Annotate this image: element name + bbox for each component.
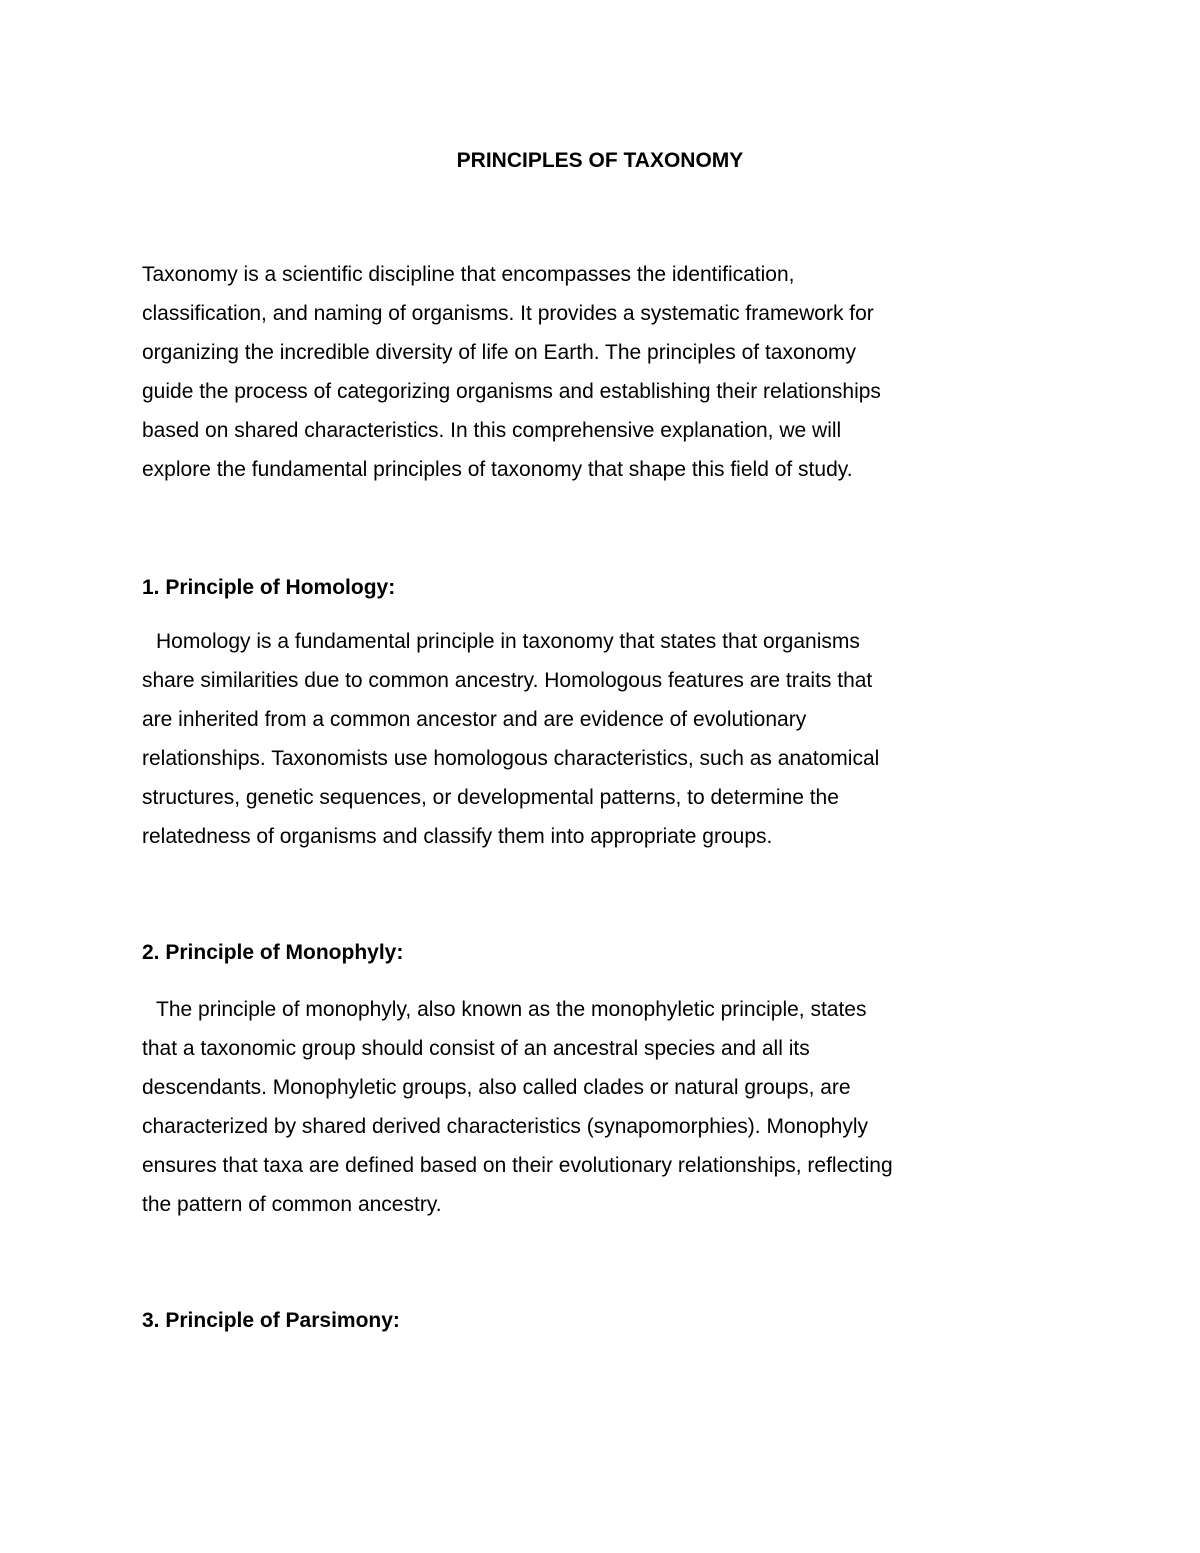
intro-line: classification, and naming of organisms. It provides a systematic framework for [142, 302, 874, 325]
intro-line: Taxonomy is a scientific discipline that encompasses the identification, [142, 263, 795, 286]
section-heading-parsimony: 3. Principle of Parsimony: [142, 1309, 400, 1332]
monophyly-line: that a taxonomic group should consist of an ancestral species and all its [142, 1037, 810, 1060]
intro-paragraph [142, 255, 1062, 489]
homology-line: relationships. Taxonomists use homologous characteristics, such as anatomical [142, 747, 880, 770]
monophyly-paragraph [142, 990, 1062, 1224]
intro-line: based on shared characteristics. In this comprehensive explanation, we will [142, 419, 842, 442]
intro-line: guide the process of categorizing organisms and establishing their relationships [142, 380, 881, 403]
monophyly-line: ensures that taxa are defined based on their evolutionary relationships, reflecting [142, 1154, 893, 1177]
homology-line: share similarities due to common ancestry. Homologous features are traits that [142, 669, 873, 692]
homology-line: Homology is a fundamental principle in taxonomy that states that organisms [156, 630, 860, 653]
homology-paragraph [142, 622, 1062, 856]
monophyly-line: The principle of monophyly, also known as the monophyletic principle, states [156, 998, 867, 1021]
homology-line: relatedness of organisms and classify them into appropriate groups. [142, 825, 773, 848]
monophyly-line: the pattern of common ancestry. [142, 1193, 442, 1216]
homology-line: are inherited from a common ancestor and are evidence of evolutionary [142, 708, 807, 731]
document-title: PRINCIPLES OF TAXONOMY [456, 149, 744, 172]
section-heading-homology: 1. Principle of Homology: [142, 576, 396, 599]
monophyly-line: descendants. Monophyletic groups, also called clades or natural groups, are [142, 1076, 851, 1099]
intro-line: explore the fundamental principles of taxonomy that shape this field of study. [142, 458, 853, 481]
intro-line: organizing the incredible diversity of life on Earth. The principles of taxonomy [142, 341, 856, 364]
section-heading-monophyly: 2. Principle of Monophyly: [142, 941, 404, 964]
homology-line: structures, genetic sequences, or developmental patterns, to determine the [142, 786, 839, 809]
monophyly-line: characterized by shared derived characteristics (synapomorphies). Monophyly [142, 1115, 868, 1138]
